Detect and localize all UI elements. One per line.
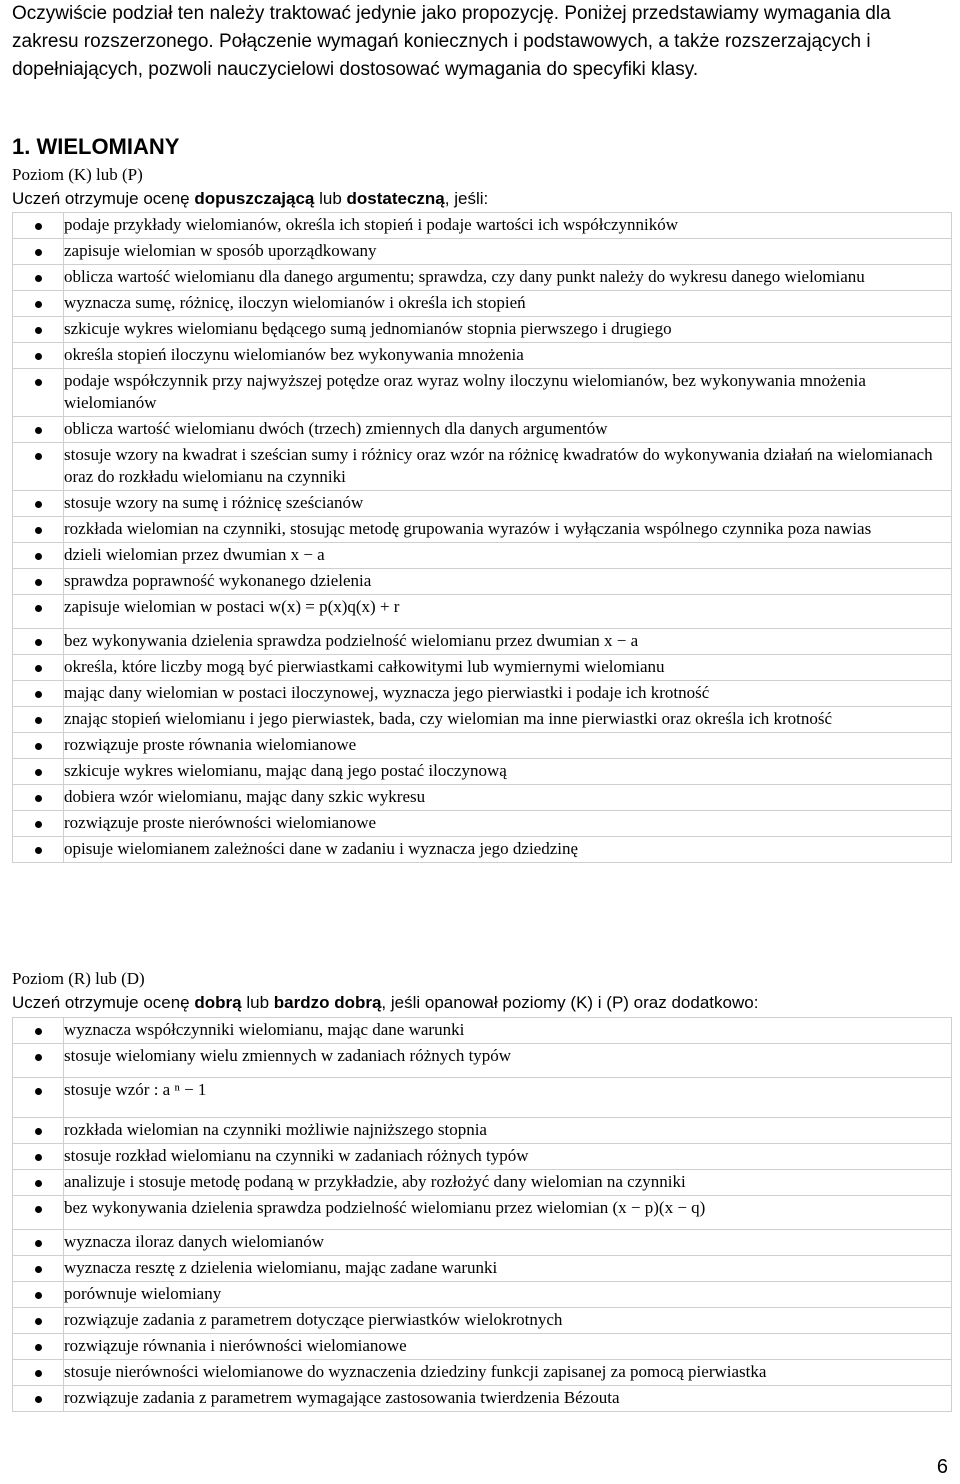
requirement-row (13, 707, 952, 733)
requirement-row (13, 369, 952, 417)
requirement-row (13, 1118, 952, 1144)
requirement-text: stosuje rozkład wielomianu na czynniki w zadaniach różnych typów (64, 1144, 952, 1170)
requirement-text: wyznacza współczynniki wielomianu, mając dane warunki (64, 1018, 952, 1044)
requirement-row (13, 1044, 952, 1078)
bullet-cell (13, 369, 64, 417)
bullet-cell (13, 1196, 64, 1230)
level-1-desc-mid: lub (314, 189, 347, 208)
bullet-cell (13, 317, 64, 343)
bullet-icon (35, 353, 42, 360)
bullet-icon (35, 579, 42, 586)
requirement-text: porównuje wielomiany (64, 1282, 952, 1308)
requirement-row (13, 317, 952, 343)
requirement-row (13, 239, 952, 265)
requirement-row (13, 811, 952, 837)
requirement-row (13, 491, 952, 517)
bullet-icon (35, 1318, 42, 1325)
bullet-cell (13, 1078, 64, 1118)
requirement-text: stosuje wzory na kwadrat i sześcian sumy i różnicy oraz wzór na różnicę kwadratów do wykonywania działań na wielomianach oraz do rozkładu wielomianu na czynniki (64, 443, 952, 491)
requirement-text: bez wykonywania dzielenia sprawdza podzielność wielomianu przez wielomian (x − p)(x − q) (64, 1196, 952, 1230)
bullet-icon (35, 691, 42, 698)
level-1-grade-a: dopuszczającą (194, 189, 315, 208)
bullet-cell (13, 837, 64, 863)
requirement-text: podaje przykłady wielomianów, określa ich stopień i podaje wartości ich współczynników (64, 213, 952, 239)
requirement-row (13, 1078, 952, 1118)
requirement-row (13, 265, 952, 291)
requirement-text: analizuje i stosuje metodę podaną w przykładzie, aby rozłożyć dany wielomian na czynniki (64, 1170, 952, 1196)
bullet-cell (13, 655, 64, 681)
level-1-desc-post: , jeśli: (444, 189, 489, 208)
requirement-text: szkicuje wykres wielomianu będącego sumą jednomianów stopnia pierwszego i drugiego (64, 317, 952, 343)
bullet-cell (13, 811, 64, 837)
requirement-row (13, 785, 952, 811)
requirement-row (13, 1230, 952, 1256)
requirement-text: bez wykonywania dzielenia sprawdza podzielność wielomianu przez dwumian x − a (64, 629, 952, 655)
requirement-text: szkicuje wykres wielomianu, mając daną jego postać iloczynową (64, 759, 952, 785)
section-title: 1. WIELOMIANY (12, 134, 180, 159)
bullet-icon (35, 1154, 42, 1161)
bullet-cell (13, 629, 64, 655)
bullet-icon (35, 821, 42, 828)
requirement-text: rozwiązuje proste równania wielomianowe (64, 733, 952, 759)
requirement-row (13, 543, 952, 569)
requirement-text: stosuje wielomiany wielu zmiennych w zadaniach różnych typów (64, 1044, 952, 1078)
level-1-requirements-table (12, 212, 952, 863)
requirement-text: wyznacza iloraz danych wielomianów (64, 1230, 952, 1256)
level-1-description (12, 188, 488, 210)
bullet-cell (13, 707, 64, 733)
requirement-text: rozwiązuje równania i nierówności wielomianowe (64, 1334, 952, 1360)
requirement-row (13, 517, 952, 543)
bullet-cell (13, 1256, 64, 1282)
requirement-text: rozwiązuje zadania z parametrem wymagające zastosowania twierdzenia Bézouta (64, 1386, 952, 1412)
bullet-cell (13, 1386, 64, 1412)
level-2-grade-b: bardzo dobrą (273, 993, 382, 1012)
requirement-row (13, 759, 952, 785)
level-1-label: Poziom (K) lub (P) (12, 165, 143, 184)
requirement-text: dzieli wielomian przez dwumian x − a (64, 543, 952, 569)
bullet-cell (13, 1308, 64, 1334)
bullet-icon (35, 717, 42, 724)
bullet-icon (35, 275, 42, 282)
requirement-row (13, 213, 952, 239)
level-2-desc-post: , jeśli opanował poziomy (K) i (P) oraz dodatkowo: (381, 993, 759, 1012)
bullet-icon (35, 665, 42, 672)
requirement-row (13, 1334, 952, 1360)
bullet-icon (35, 795, 42, 802)
bullet-icon (35, 605, 42, 612)
page-number: 6 (936, 1456, 948, 1478)
requirement-row (13, 291, 952, 317)
bullet-cell (13, 1282, 64, 1308)
requirement-text: oblicza wartość wielomianu dwóch (trzech) zmiennych dla danych argumentów (64, 417, 952, 443)
requirement-text: rozwiązuje proste nierówności wielomianowe (64, 811, 952, 837)
requirement-text: rozkłada wielomian na czynniki możliwie najniższego stopnia (64, 1118, 952, 1144)
bullet-icon (35, 379, 42, 386)
requirement-row (13, 1018, 952, 1044)
requirement-text: podaje współczynnik przy najwyższej potędze oraz wyraz wolny iloczynu wielomianów, bez wykonywania mnożenia wielomianów (64, 369, 952, 417)
bullet-icon (35, 249, 42, 256)
bullet-icon (35, 527, 42, 534)
bullet-cell (13, 1018, 64, 1044)
bullet-cell (13, 265, 64, 291)
bullet-cell (13, 443, 64, 491)
requirement-row (13, 1386, 952, 1412)
bullet-cell (13, 733, 64, 759)
bullet-cell (13, 491, 64, 517)
bullet-icon (35, 501, 42, 508)
level-2-description (12, 992, 758, 1014)
bullet-icon (35, 223, 42, 230)
bullet-icon (35, 427, 42, 434)
bullet-cell (13, 681, 64, 707)
bullet-icon (35, 1206, 42, 1213)
bullet-icon (35, 1266, 42, 1273)
requirement-text: określa stopień iloczynu wielomianów bez wykonywania mnożenia (64, 343, 952, 369)
bullet-cell (13, 1170, 64, 1196)
bullet-cell (13, 543, 64, 569)
requirement-text: rozwiązuje zadania z parametrem dotyczące pierwiastków wielokrotnych (64, 1308, 952, 1334)
requirement-row (13, 1196, 952, 1230)
bullet-icon (35, 639, 42, 646)
bullet-cell (13, 239, 64, 265)
bullet-cell (13, 343, 64, 369)
bullet-cell (13, 1144, 64, 1170)
bullet-icon (35, 743, 42, 750)
bullet-icon (35, 1292, 42, 1299)
bullet-icon (35, 847, 42, 854)
intro-paragraph: Oczywiście podział ten należy traktować jedynie jako propozycję. Poniżej przedstawiamy wymagania dla zakresu rozszerzonego. Połączenie wymagań koniecznych i podstawowych, a także rozszerzających i dopełniających, pozwoli nauczycielowi dostosować wymagania do specyfiki klasy. (12, 3, 891, 80)
bullet-icon (35, 1180, 42, 1187)
requirement-text: rozkłada wielomian na czynniki, stosując metodę grupowania wyrazów i wyłączania wspólnego czynnika poza nawias (64, 517, 952, 543)
level-2-desc-pre: Uczeń otrzymuje ocenę (12, 993, 195, 1012)
bullet-icon (35, 301, 42, 308)
requirement-text: znając stopień wielomianu i jego pierwiastek, bada, czy wielomian ma inne pierwiastki oraz określa ich krotność (64, 707, 952, 733)
requirement-row (13, 1282, 952, 1308)
requirement-row (13, 343, 952, 369)
requirement-text: zapisuje wielomian w sposób uporządkowany (64, 239, 952, 265)
bullet-icon (35, 769, 42, 776)
bullet-cell (13, 595, 64, 629)
bullet-icon (35, 1028, 42, 1035)
level-1-desc-pre: Uczeń otrzymuje ocenę (12, 189, 195, 208)
bullet-icon (35, 1344, 42, 1351)
requirement-row (13, 1360, 952, 1386)
requirement-row (13, 1308, 952, 1334)
requirement-text: oblicza wartość wielomianu dla danego argumentu; sprawdza, czy dany punkt należy do wykresu danego wielomianu (64, 265, 952, 291)
bullet-icon (35, 553, 42, 560)
requirement-row (13, 733, 952, 759)
bullet-icon (35, 1088, 42, 1095)
requirement-row (13, 681, 952, 707)
level-2-label: Poziom (R) lub (D) (12, 969, 145, 988)
requirement-text: stosuje wzory na sumę i różnicę sześcianów (64, 491, 952, 517)
bullet-cell (13, 517, 64, 543)
bullet-icon (35, 1240, 42, 1247)
level-2-grade-a: dobrą (194, 993, 242, 1012)
requirement-text: sprawdza poprawność wykonanego dzielenia (64, 569, 952, 595)
requirement-row (13, 655, 952, 681)
level-2-desc-mid: lub (241, 993, 274, 1012)
bullet-icon (35, 327, 42, 334)
bullet-cell (13, 213, 64, 239)
requirement-row (13, 1170, 952, 1196)
bullet-cell (13, 785, 64, 811)
requirement-text: opisuje wielomianem zależności dane w zadaniu i wyznacza jego dziedzinę (64, 837, 952, 863)
requirement-row (13, 443, 952, 491)
bullet-cell (13, 1044, 64, 1078)
requirement-text: wyznacza resztę z dzielenia wielomianu, mając zadane warunki (64, 1256, 952, 1282)
requirement-row (13, 569, 952, 595)
bullet-cell (13, 569, 64, 595)
bullet-cell (13, 291, 64, 317)
bullet-icon (35, 1396, 42, 1403)
requirement-text: zapisuje wielomian w postaci w(x) = p(x)q(x) + r (64, 595, 952, 629)
requirement-row (13, 1256, 952, 1282)
bullet-icon (35, 453, 42, 460)
requirement-text: dobiera wzór wielomianu, mając dany szkic wykresu (64, 785, 952, 811)
bullet-icon (35, 1128, 42, 1135)
requirement-row (13, 629, 952, 655)
requirement-text: stosuje nierówności wielomianowe do wyznaczenia dziedziny funkcji zapisanej za pomocą pierwiastka (64, 1360, 952, 1386)
requirement-row (13, 1144, 952, 1170)
bullet-cell (13, 417, 64, 443)
bullet-cell (13, 1360, 64, 1386)
requirement-text: mając dany wielomian w postaci iloczynowej, wyznacza jego pierwiastki i podaje ich krotność (64, 681, 952, 707)
requirement-row (13, 595, 952, 629)
level-2-requirements-table (12, 1017, 952, 1412)
bullet-cell (13, 759, 64, 785)
level-1-grade-b: dostateczną (346, 189, 445, 208)
bullet-cell (13, 1230, 64, 1256)
bullet-cell (13, 1118, 64, 1144)
requirement-row (13, 837, 952, 863)
requirement-text: określa, które liczby mogą być pierwiastkami całkowitymi lub wymiernymi wielomianu (64, 655, 952, 681)
bullet-icon (35, 1054, 42, 1061)
bullet-icon (35, 1370, 42, 1377)
bullet-cell (13, 1334, 64, 1360)
requirement-row (13, 417, 952, 443)
requirement-text: wyznacza sumę, różnicę, iloczyn wielomianów i określa ich stopień (64, 291, 952, 317)
requirement-text: stosuje wzór : a ⁿ − 1 (64, 1078, 952, 1118)
